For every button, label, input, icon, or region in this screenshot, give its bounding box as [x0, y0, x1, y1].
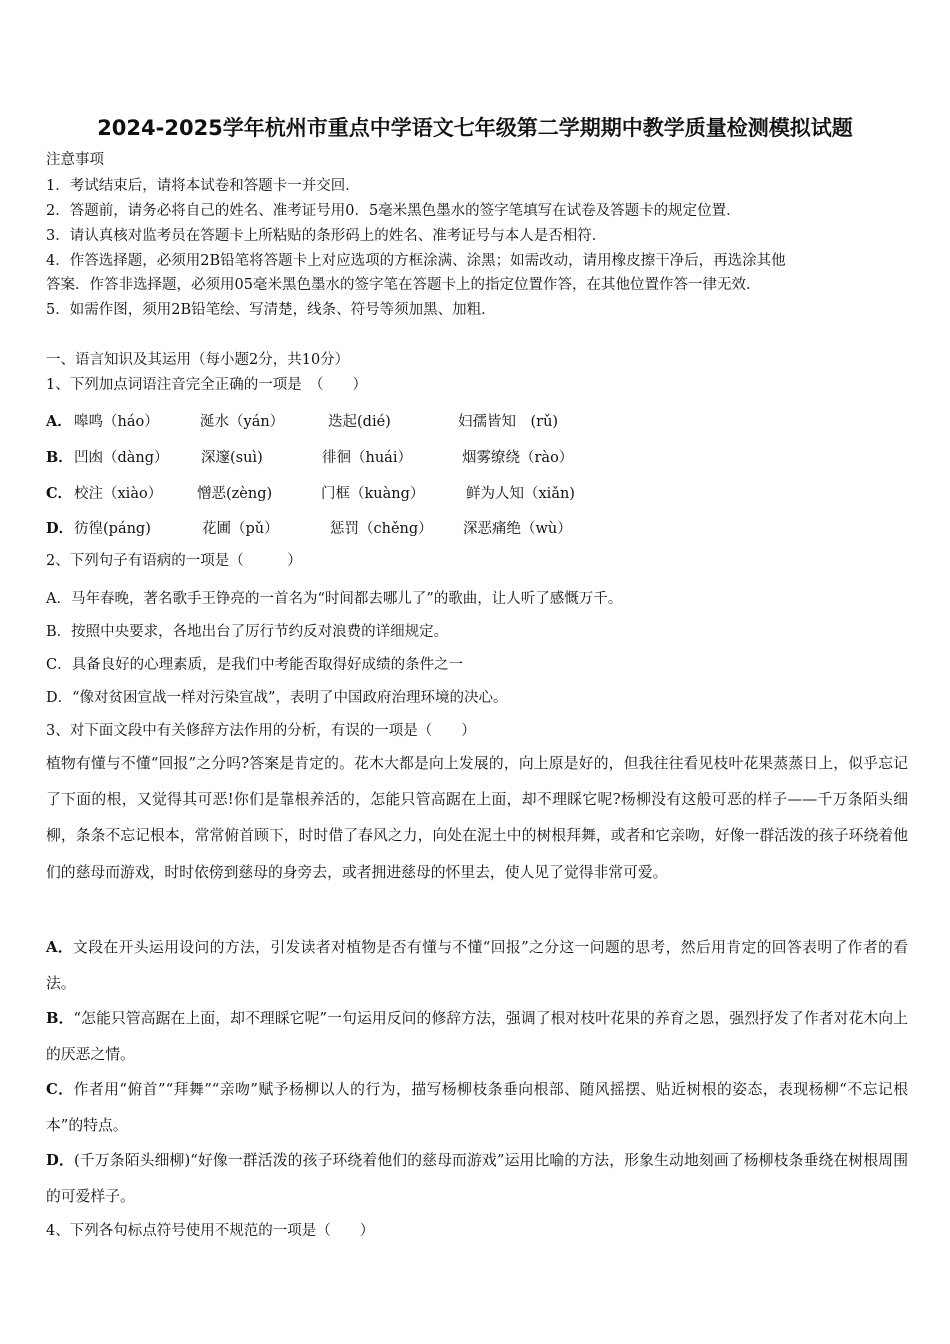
option-label: C． [46, 485, 73, 502]
option-item: 憎恶(zèng) [197, 486, 273, 502]
question-2-stem: 2、下列句子有语病的一项是（ ） [46, 553, 302, 569]
option-label: A． [46, 413, 72, 430]
option-item: 彷徨(páng) [74, 521, 151, 537]
option-item: 涎水（yán） [200, 414, 285, 430]
notice-item-2: 2．答题前，请务必将自己的姓名、准考证号用0．5毫米黑色墨水的签字笔填写在试卷及答题卡的规定位置． [46, 203, 741, 219]
section-heading: 一、语言知识及其运用（每小题2分，共10分） [46, 352, 350, 368]
option-text: 作者用“俯首”“拜舞”“亲吻”赋予杨柳以人的行为，描写杨柳枝条垂向根部、随风摇摆、贴近树根的姿态，表现杨柳“不忘记根本”的特点。 [46, 1081, 908, 1134]
option-item: 嗥鸣（háo） [74, 414, 159, 430]
option-item: 深邃(suì) [201, 450, 263, 466]
option-label: B． [46, 449, 73, 466]
option-label: B． [46, 1010, 74, 1027]
option-item: 迭起(dié) [328, 414, 391, 430]
option-item: 深恶痛绝（wù） [463, 521, 572, 537]
notice-item-4-cont: 答案．作答非选择题，必须用05毫米黑色墨水的签字笔在答题卡上的指定位置作答，在其他位置作答一律无效． [46, 277, 761, 293]
option-item: 鲜为人知（xiǎn) [466, 486, 575, 502]
page-title: 2024-2025学年杭州市重点中学语文七年级第二学期期中教学质量检测模拟试题 [97, 116, 853, 140]
question-1-stem: 1、下列加点词语注音完全正确的一项是 （ ） [46, 377, 367, 393]
q2-option-a: A．马年春晚，著名歌手王铮亮的一首名为“时间都去哪儿了”的歌曲，让人听了感慨万千。 [46, 591, 623, 607]
notice-item-1: 1．考试结束后，请将本试卷和答题卡一并交回． [46, 178, 360, 194]
option-label: D． [46, 1152, 74, 1169]
option-item: 校注（xiào） [74, 486, 163, 502]
question-4-stem: 4、下列各句标点符号使用不规范的一项是（ ） [46, 1223, 375, 1239]
q3-option-b [46, 1001, 908, 1073]
q2-option-d: D．“像对贫困宣战一样对污染宣战”，表明了中国政府治理环境的决心。 [46, 690, 508, 706]
q3-option-a [46, 930, 908, 1002]
notice-item-5: 5．如需作图，须用2B铅笔绘、写清楚，线条、符号等须加黑、加粗． [46, 302, 496, 318]
option-item: 惩罚（chěng） [330, 521, 433, 537]
option-item: 花圃（pǔ） [202, 521, 279, 537]
q2-option-b: B．按照中央要求，各地出台了厉行节约反对浪费的详细规定。 [46, 624, 449, 640]
notice-item-3: 3．请认真核对监考员在答题卡上所粘贴的条形码上的姓名、准考证号与本人是否相符． [46, 228, 607, 244]
option-label: A． [46, 939, 74, 956]
option-text: (千万条陌头细柳)“好像一群活泼的孩子环绕着他们的慈母而游戏”运用比喻的方法，形象生动地刻画了杨柳枝条垂绕在树根周围的可爱样子。 [46, 1152, 908, 1205]
option-text: 文段在开头运用设问的方法，引发读者对植物是否有懂与不懂“回报”之分这一问题的思考，然后用肯定的回答表明了作者的看法。 [46, 939, 909, 992]
option-item: 凹凼（dàng） [74, 450, 169, 466]
notice-item-4: 4．作答选择题，必须用2B铅笔将答题卡上对应选项的方框涂满、涂黑；如需改动，请用橡皮擦干净后，再选涂其他 [46, 253, 786, 269]
option-label: D． [46, 520, 74, 537]
option-item: 烟雾缭绕（rào） [462, 450, 574, 466]
q3-option-c [46, 1072, 908, 1144]
option-text: “怎能只管高踞在上面，却不理睬它呢”一句运用反问的修辞方法，强调了根对枝叶花果的养育之恩，强烈抒发了作者对花木向上的厌恶之情。 [46, 1010, 908, 1063]
notice-heading: 注意事项 [46, 152, 104, 168]
option-item: 门框（kuàng） [321, 486, 425, 502]
question-3-stem: 3、对下面文段中有关修辞方法作用的分析，有误的一项是（ ） [46, 723, 476, 739]
q3-passage: 植物有懂与不懂“回报”之分吗?答案是肯定的。花木大都是向上发展的，向上原是好的，但我往往看见枝叶花果蒸蒸日上，似乎忘记了下面的根，又觉得其可恶!你们是靠根养活的，怎能只管高踞在上面，却不理睬它呢?杨柳没有这般可恶的样子——千万条陌头细柳，条条不忘记根本，常常俯首顾下，时时借了春风之力，向处在泥土中的树根拜舞，或者和它亲吻，好像一群活泼的孩子环绕着他们的慈母而游戏，时时依傍到慈母的身旁去，或者拥进慈母的怀里去，使人见了觉得非常可爱。 [46, 755, 908, 881]
q3-option-d [46, 1143, 908, 1215]
option-item: 徘徊（huái） [322, 450, 412, 466]
q2-option-c: C．具备良好的心理素质，是我们中考能否取得好成绩的条件之一 [46, 657, 464, 673]
option-label: C． [46, 1081, 74, 1098]
option-item: 妇孺皆知 (rǔ) [458, 414, 559, 430]
